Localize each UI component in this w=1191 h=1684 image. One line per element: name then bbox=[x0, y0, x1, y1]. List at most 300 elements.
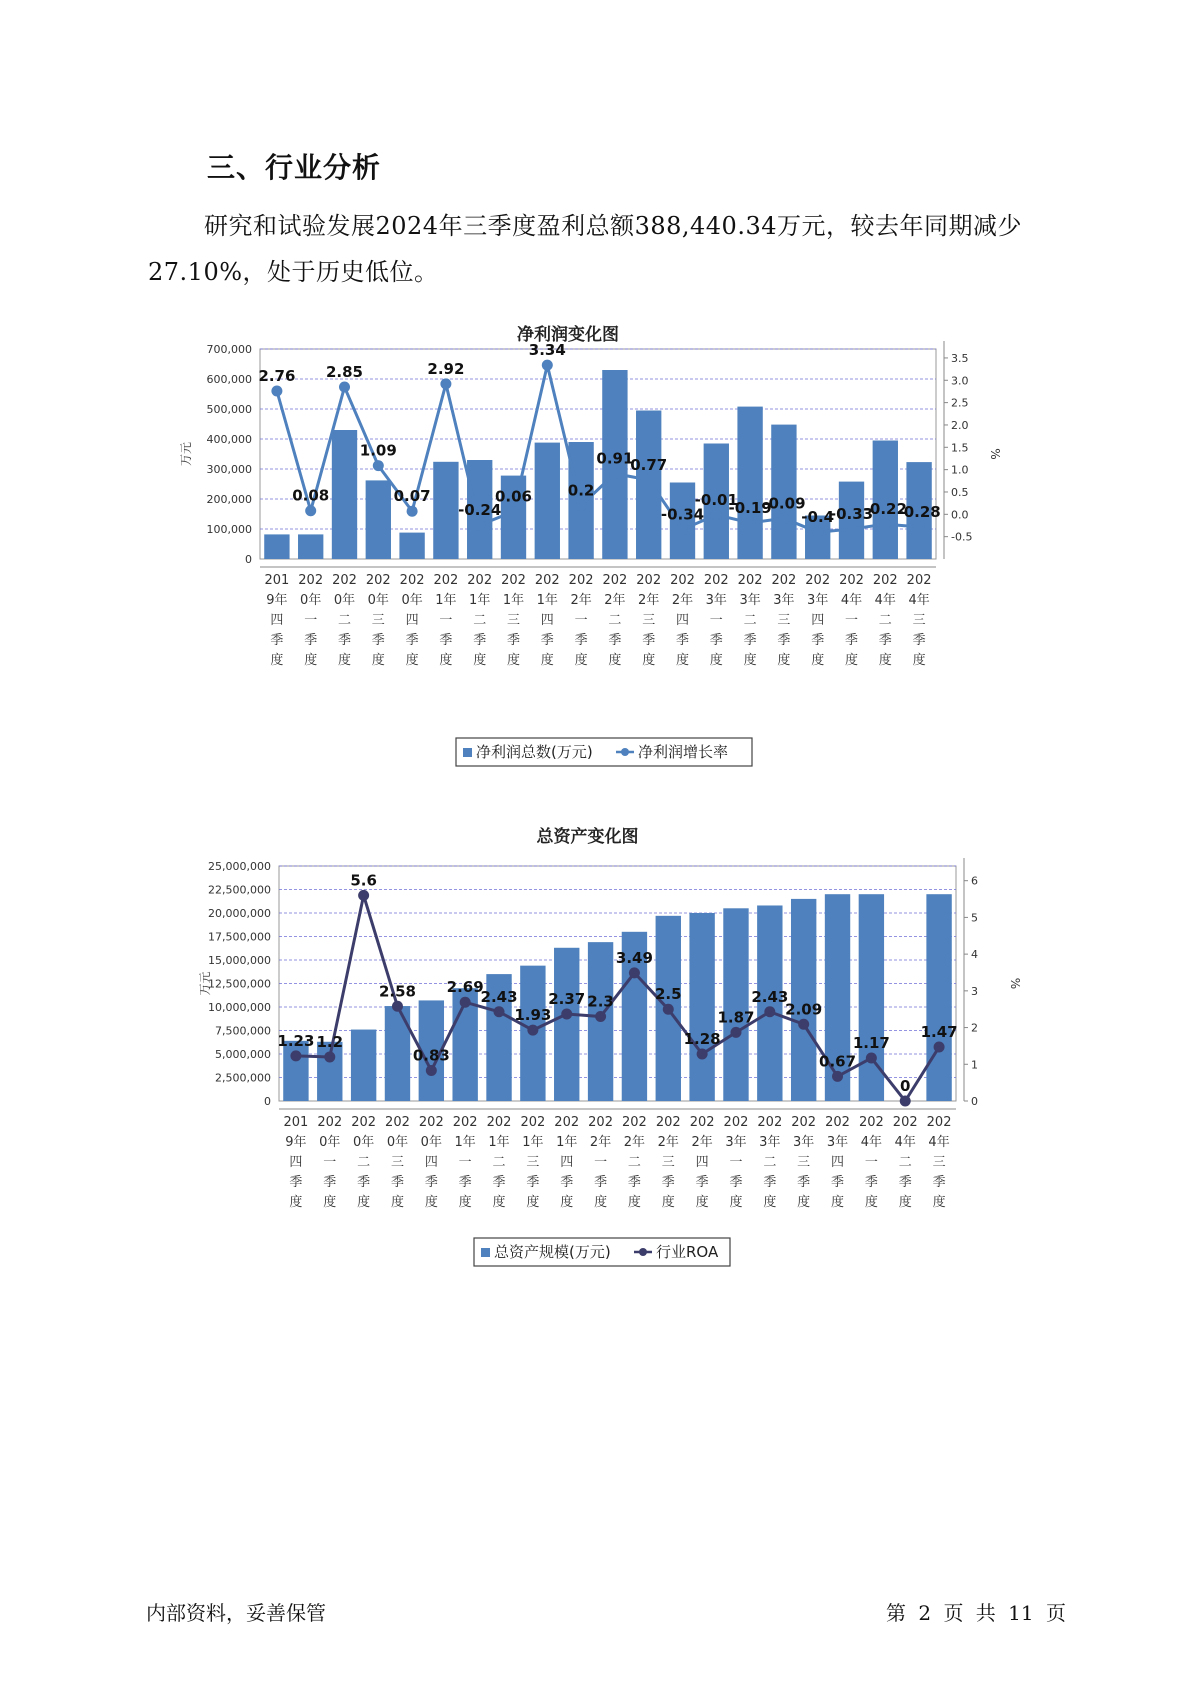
x-tick-label: 季 bbox=[390, 1175, 404, 1190]
x-tick-label: 度 bbox=[371, 653, 385, 668]
line-point bbox=[474, 520, 485, 531]
x-tick-label: 季 bbox=[763, 1175, 777, 1190]
x-tick-label: 度 bbox=[574, 653, 588, 668]
x-tick-label: 202 bbox=[805, 573, 831, 588]
x-tick-label: 202 bbox=[399, 573, 425, 588]
y-left-axis-title: 万元 bbox=[198, 971, 212, 996]
x-tick-label: 0年 bbox=[319, 1135, 341, 1150]
x-tick-label: 202 bbox=[892, 1115, 918, 1130]
x-tick-label: 202 bbox=[501, 573, 526, 588]
line-point bbox=[745, 517, 756, 528]
data-label: 1.23 bbox=[277, 1031, 315, 1050]
x-tick-label: 二 bbox=[878, 613, 892, 628]
x-tick-label: 1年 bbox=[488, 1135, 510, 1150]
x-tick-label: 1年 bbox=[469, 593, 491, 608]
line-point bbox=[324, 1051, 335, 1062]
x-tick-label: 四 bbox=[405, 613, 419, 628]
footer-page-number: 第 2 页 共 11 页 bbox=[886, 1601, 1066, 1625]
data-label: 1.87 bbox=[717, 1008, 755, 1027]
data-label: 3.49 bbox=[615, 948, 653, 967]
x-tick-label: 一 bbox=[729, 1155, 743, 1170]
x-tick-label: 季 bbox=[270, 633, 284, 648]
x-tick-label: 二 bbox=[357, 1155, 371, 1170]
x-tick-label: 季 bbox=[424, 1175, 438, 1190]
data-label: 0.07 bbox=[393, 487, 431, 506]
legend-bar-swatch bbox=[481, 1248, 490, 1257]
x-tick-label: 度 bbox=[270, 653, 284, 668]
data-label: 1.47 bbox=[920, 1023, 958, 1042]
x-tick-label: 202 bbox=[418, 1115, 444, 1130]
y-right-tick-label: 0.5 bbox=[951, 485, 969, 499]
y-right-tick-label: 5 bbox=[971, 911, 978, 925]
data-label: 2.69 bbox=[446, 978, 484, 997]
x-tick-label: 3年 bbox=[739, 593, 761, 608]
data-label: 2.43 bbox=[480, 987, 518, 1006]
x-tick-label: 201 bbox=[264, 573, 290, 588]
x-tick-label: 度 bbox=[357, 1195, 371, 1210]
data-label: 1.09 bbox=[359, 441, 397, 460]
x-tick-label: 2年 bbox=[657, 1135, 679, 1150]
x-tick-label: 季 bbox=[540, 633, 554, 648]
line-point bbox=[460, 997, 471, 1008]
x-tick-label: 3年 bbox=[773, 593, 795, 608]
x-tick-label: 202 bbox=[602, 573, 628, 588]
x-tick-label: 2年 bbox=[589, 1135, 612, 1150]
data-label: 1.28 bbox=[683, 1030, 721, 1048]
bar bbox=[535, 443, 560, 559]
x-tick-label: 三 bbox=[506, 613, 521, 628]
data-label: 1.2 bbox=[316, 1032, 344, 1051]
x-tick-label: 202 bbox=[467, 573, 493, 588]
x-tick-label: 四 bbox=[424, 1155, 438, 1170]
data-label: 0 bbox=[900, 1077, 911, 1095]
y-right-tick-label: 6 bbox=[971, 874, 978, 888]
y-right-tick-label: 2.5 bbox=[951, 396, 969, 410]
x-tick-label: 202 bbox=[689, 1115, 715, 1130]
data-label: -0.24 bbox=[458, 501, 502, 520]
x-tick-label: 202 bbox=[839, 573, 864, 588]
x-tick-label: 202 bbox=[636, 573, 662, 588]
x-tick-label: 三 bbox=[932, 1155, 946, 1170]
data-label: 2.92 bbox=[427, 359, 465, 378]
x-tick-label: 4年 bbox=[840, 593, 863, 608]
x-tick-label: 202 bbox=[723, 1115, 749, 1130]
line-point bbox=[290, 1050, 301, 1061]
x-tick-label: 季 bbox=[642, 633, 656, 648]
line-point bbox=[609, 468, 620, 479]
x-tick-label: 季 bbox=[458, 1175, 472, 1190]
x-tick-label: 三 bbox=[390, 1155, 404, 1170]
x-tick-label: 度 bbox=[492, 1195, 506, 1210]
data-label: 0.67 bbox=[819, 1052, 857, 1071]
x-tick-label: 度 bbox=[289, 1195, 303, 1210]
bar bbox=[366, 480, 391, 559]
x-tick-label: 202 bbox=[317, 1115, 343, 1130]
data-label: -0.09 bbox=[762, 494, 806, 513]
legend-bar-label: 总资产规模(万元) bbox=[494, 1243, 611, 1261]
x-tick-label: 202 bbox=[520, 1115, 546, 1130]
line-point bbox=[812, 527, 823, 538]
data-label: 2.43 bbox=[751, 987, 789, 1006]
x-tick-label: 2年 bbox=[623, 1135, 646, 1150]
x-tick-label: 季 bbox=[506, 633, 521, 648]
x-tick-label: 度 bbox=[439, 653, 453, 668]
x-tick-label: 一 bbox=[304, 613, 318, 628]
x-tick-label: 度 bbox=[695, 1195, 709, 1210]
x-tick-label: 季 bbox=[898, 1175, 912, 1190]
x-tick-label: 度 bbox=[390, 1195, 404, 1210]
line-point bbox=[697, 1049, 708, 1060]
x-tick-label: 202 bbox=[385, 1115, 410, 1130]
line-point bbox=[576, 500, 587, 511]
line-point bbox=[527, 1025, 538, 1036]
line-point bbox=[764, 1006, 775, 1017]
x-tick-label: 季 bbox=[709, 633, 723, 648]
line-point bbox=[846, 524, 857, 535]
x-tick-label: 度 bbox=[506, 653, 521, 668]
x-tick-label: 度 bbox=[458, 1195, 472, 1210]
line-point bbox=[494, 1006, 505, 1017]
x-tick-label: 二 bbox=[608, 613, 622, 628]
x-tick-label: 季 bbox=[526, 1175, 540, 1190]
x-tick-label: 202 bbox=[670, 573, 695, 588]
x-tick-label: 季 bbox=[608, 633, 622, 648]
data-label: 2.76 bbox=[258, 367, 296, 385]
line-point bbox=[677, 524, 688, 535]
x-tick-label: 度 bbox=[473, 653, 487, 668]
y-right-tick-label: 1.0 bbox=[951, 463, 969, 477]
x-tick-label: 度 bbox=[709, 653, 723, 668]
y-left-tick-label: 400,000 bbox=[206, 433, 252, 446]
x-tick-label: 0年 bbox=[367, 593, 389, 608]
data-label: 2.85 bbox=[325, 362, 364, 381]
line-point bbox=[914, 521, 925, 532]
data-label: -0.22 bbox=[863, 500, 907, 519]
data-label: 5.6 bbox=[350, 871, 377, 890]
x-tick-label: 度 bbox=[797, 1195, 811, 1210]
x-tick-label: 一 bbox=[458, 1155, 472, 1170]
y-left-tick-label: 700,000 bbox=[206, 343, 252, 356]
x-tick-label: 季 bbox=[357, 1175, 371, 1190]
x-tick-label: 季 bbox=[878, 633, 892, 648]
y-right-tick-label: 2 bbox=[971, 1021, 978, 1035]
chart-title: 净利润变化图 bbox=[517, 325, 619, 345]
x-tick-label: 四 bbox=[675, 613, 690, 628]
y-right-tick-label: 3.0 bbox=[951, 374, 969, 388]
y-left-tick-label: 12,500,000 bbox=[208, 977, 271, 991]
x-tick-label: 季 bbox=[864, 1175, 878, 1190]
y-left-tick-label: 17,500,000 bbox=[208, 930, 271, 944]
y-right-tick-label: 1 bbox=[971, 1058, 978, 1072]
x-tick-label: 度 bbox=[898, 1195, 912, 1210]
y-left-tick-label: 7,500,000 bbox=[215, 1024, 271, 1038]
x-tick-label: 0年 bbox=[352, 1135, 375, 1150]
x-tick-label: 202 bbox=[433, 573, 459, 588]
total-assets-chart-svg bbox=[0, 818, 1191, 1278]
legend-bar-label: 净利润总数(万元) bbox=[476, 743, 593, 761]
line-point bbox=[373, 460, 384, 471]
x-tick-label: 202 bbox=[737, 573, 763, 588]
x-tick-label: 度 bbox=[405, 653, 419, 668]
x-tick-label: 度 bbox=[864, 1195, 878, 1210]
x-tick-label: 三 bbox=[661, 1155, 675, 1170]
data-label: -0.4 bbox=[801, 508, 835, 527]
x-tick-label: 9年 bbox=[285, 1135, 307, 1150]
bar bbox=[351, 1030, 376, 1101]
line-point bbox=[934, 1042, 945, 1053]
data-label: -0.19 bbox=[728, 498, 772, 517]
x-tick-label: 2年 bbox=[604, 593, 626, 608]
y-left-tick-label: 200,000 bbox=[206, 493, 252, 506]
y-left-tick-label: 2,500,000 bbox=[215, 1071, 271, 1085]
bar bbox=[298, 534, 323, 559]
y-right-tick-label: -0.5 bbox=[951, 530, 973, 544]
x-tick-label: 三 bbox=[777, 613, 791, 628]
x-tick-label: 季 bbox=[811, 633, 825, 648]
x-tick-label: 季 bbox=[560, 1175, 574, 1190]
data-label: 0.83 bbox=[412, 1046, 450, 1065]
x-tick-label: 3年 bbox=[793, 1135, 815, 1150]
y-right-tick-label: 1.5 bbox=[951, 441, 969, 455]
x-tick-label: 度 bbox=[642, 653, 656, 668]
x-tick-label: 一 bbox=[594, 1155, 608, 1170]
legend-line-marker bbox=[639, 1248, 647, 1256]
x-tick-label: 四 bbox=[289, 1155, 303, 1170]
y-left-tick-label: 10,000,000 bbox=[208, 1001, 271, 1014]
x-tick-label: 季 bbox=[661, 1175, 675, 1190]
x-tick-label: 202 bbox=[906, 573, 932, 588]
x-tick-label: 202 bbox=[757, 1115, 783, 1130]
data-label: 0.08 bbox=[292, 486, 330, 505]
x-tick-label: 202 bbox=[588, 1115, 613, 1130]
net-profit-chart bbox=[0, 315, 1191, 780]
x-tick-label: 二 bbox=[473, 613, 487, 628]
x-tick-label: 季 bbox=[844, 633, 859, 648]
x-tick-label: 季 bbox=[337, 633, 352, 648]
x-tick-label: 4年 bbox=[894, 1135, 916, 1150]
x-tick-label: 1年 bbox=[502, 593, 525, 608]
x-tick-label: 四 bbox=[695, 1155, 709, 1170]
x-tick-label: 202 bbox=[825, 1115, 850, 1130]
x-tick-label: 季 bbox=[289, 1175, 303, 1190]
x-tick-label: 3年 bbox=[826, 1135, 849, 1150]
x-tick-label: 2年 bbox=[671, 593, 694, 608]
x-tick-label: 季 bbox=[492, 1175, 506, 1190]
x-tick-label: 季 bbox=[594, 1175, 608, 1190]
x-tick-label: 三 bbox=[642, 613, 656, 628]
x-tick-label: 0年 bbox=[420, 1135, 442, 1150]
x-tick-label: 季 bbox=[371, 633, 385, 648]
x-tick-label: 季 bbox=[439, 633, 453, 648]
x-tick-label: 4年 bbox=[908, 593, 930, 608]
legend-line-label: 净利润增长率 bbox=[638, 743, 729, 761]
x-tick-label: 一 bbox=[864, 1155, 878, 1170]
line-point bbox=[866, 1053, 877, 1064]
x-tick-label: 2年 bbox=[691, 1135, 713, 1150]
net-profit-chart-svg bbox=[0, 315, 1191, 780]
line-point bbox=[643, 474, 654, 485]
line-point bbox=[900, 1096, 911, 1107]
x-tick-label: 202 bbox=[298, 573, 324, 588]
line-point bbox=[305, 505, 316, 516]
x-tick-label: 季 bbox=[675, 633, 690, 648]
x-tick-label: 4年 bbox=[874, 593, 896, 608]
data-label: 2.37 bbox=[548, 989, 586, 1008]
line-point bbox=[561, 1008, 572, 1019]
x-tick-label: 季 bbox=[695, 1175, 709, 1190]
data-label: 1.93 bbox=[514, 1006, 552, 1025]
x-tick-label: 二 bbox=[337, 613, 352, 628]
y-right-tick-label: 2.0 bbox=[951, 418, 969, 432]
x-tick-label: 度 bbox=[304, 653, 318, 668]
line-point bbox=[339, 381, 350, 392]
x-tick-label: 度 bbox=[526, 1195, 540, 1210]
x-tick-label: 度 bbox=[424, 1195, 438, 1210]
x-tick-label: 度 bbox=[540, 653, 554, 668]
y-right-tick-label: 3.5 bbox=[951, 351, 969, 365]
x-tick-label: 4年 bbox=[928, 1135, 950, 1150]
x-tick-label: 3年 bbox=[807, 593, 829, 608]
x-tick-label: 1年 bbox=[454, 1135, 476, 1150]
y-right-axis-title: % bbox=[988, 448, 1002, 460]
bar bbox=[554, 948, 579, 1101]
x-tick-label: 202 bbox=[365, 573, 391, 588]
x-tick-label: 1年 bbox=[522, 1135, 544, 1150]
x-tick-label: 202 bbox=[858, 1115, 884, 1130]
line-point bbox=[711, 509, 722, 520]
line-point bbox=[358, 890, 369, 901]
x-tick-label: 0年 bbox=[386, 1135, 409, 1150]
x-tick-label: 1年 bbox=[435, 593, 457, 608]
x-tick-label: 202 bbox=[534, 573, 560, 588]
line-point bbox=[595, 1011, 606, 1022]
x-tick-label: 202 bbox=[771, 573, 797, 588]
x-tick-label: 度 bbox=[811, 653, 825, 668]
x-tick-label: 度 bbox=[594, 1195, 608, 1210]
bar bbox=[689, 913, 714, 1101]
total-assets-chart bbox=[0, 818, 1191, 1278]
x-tick-label: 四 bbox=[270, 613, 284, 628]
x-tick-label: 201 bbox=[283, 1115, 309, 1130]
x-tick-label: 度 bbox=[831, 1195, 845, 1210]
x-tick-label: 0年 bbox=[401, 593, 423, 608]
x-tick-label: 2年 bbox=[638, 593, 660, 608]
x-tick-label: 季 bbox=[831, 1175, 845, 1190]
data-label: 0.91 bbox=[596, 449, 634, 468]
x-tick-label: 度 bbox=[337, 653, 352, 668]
x-tick-label: 202 bbox=[568, 573, 594, 588]
x-tick-label: 度 bbox=[627, 1195, 641, 1210]
section-paragraph: 研究和试验发展2024年三季度盈利总额388,440.34万元，较去年同期减少27.10%，处于历史低位。 bbox=[148, 212, 1022, 286]
bar bbox=[332, 430, 357, 559]
y-left-tick-label: 22,500,000 bbox=[208, 883, 271, 897]
data-label: 2.3 bbox=[587, 992, 614, 1011]
data-label: -0.28 bbox=[897, 502, 941, 521]
x-tick-label: 202 bbox=[791, 1115, 817, 1130]
x-tick-label: 度 bbox=[743, 653, 757, 668]
line-point bbox=[663, 1004, 674, 1015]
x-tick-label: 季 bbox=[777, 633, 791, 648]
x-tick-label: 季 bbox=[912, 633, 926, 648]
y-right-tick-label: 0 bbox=[971, 1095, 978, 1108]
legend-line-marker bbox=[621, 748, 629, 756]
x-tick-label: 202 bbox=[351, 1115, 377, 1130]
line-point bbox=[407, 506, 418, 517]
bar bbox=[264, 534, 289, 559]
bar bbox=[433, 462, 458, 559]
x-tick-label: 202 bbox=[452, 1115, 478, 1130]
bar bbox=[283, 1041, 308, 1101]
bar bbox=[723, 908, 748, 1101]
data-label: -0.34 bbox=[660, 505, 705, 524]
x-tick-label: 202 bbox=[332, 573, 357, 588]
x-tick-label: 9年 bbox=[266, 593, 288, 608]
data-label: 0.2 bbox=[567, 481, 595, 500]
x-tick-label: 度 bbox=[777, 653, 791, 668]
x-tick-label: 度 bbox=[763, 1195, 777, 1210]
line-point bbox=[542, 360, 553, 371]
line-point bbox=[832, 1071, 843, 1082]
y-left-tick-label: 0 bbox=[245, 553, 252, 566]
y-left-tick-label: 5,000,000 bbox=[215, 1048, 271, 1061]
x-tick-label: 季 bbox=[743, 633, 757, 648]
line-point bbox=[271, 386, 282, 397]
bar bbox=[399, 533, 424, 559]
legend-bar-swatch bbox=[463, 748, 472, 757]
x-tick-label: 3年 bbox=[725, 1135, 747, 1150]
data-label: 2.58 bbox=[378, 982, 416, 1001]
x-tick-label: 度 bbox=[878, 653, 892, 668]
x-tick-label: 四 bbox=[540, 613, 554, 628]
data-label: 0.77 bbox=[630, 455, 668, 474]
x-tick-label: 三 bbox=[797, 1155, 811, 1170]
x-tick-label: 二 bbox=[627, 1155, 641, 1170]
data-label: 0.06 bbox=[494, 487, 533, 506]
x-tick-label: 季 bbox=[932, 1175, 946, 1190]
x-tick-label: 0年 bbox=[333, 593, 356, 608]
bar bbox=[926, 894, 951, 1101]
x-tick-label: 202 bbox=[703, 573, 729, 588]
x-tick-label: 202 bbox=[554, 1115, 580, 1130]
line-point bbox=[730, 1027, 741, 1038]
line-point bbox=[392, 1001, 403, 1012]
x-tick-label: 二 bbox=[492, 1155, 506, 1170]
x-tick-label: 度 bbox=[729, 1195, 743, 1210]
x-tick-label: 一 bbox=[709, 613, 723, 628]
x-tick-label: 202 bbox=[926, 1115, 952, 1130]
section-heading: 三、行业分析 bbox=[207, 151, 382, 184]
y-right-tick-label: 4 bbox=[971, 948, 978, 962]
data-label: 2.09 bbox=[785, 1000, 823, 1019]
chart-title: 总资产变化图 bbox=[536, 827, 639, 847]
y-left-tick-label: 20,000,000 bbox=[208, 907, 271, 920]
y-right-axis-title: % bbox=[1008, 977, 1022, 990]
data-label: 1.17 bbox=[852, 1034, 890, 1053]
x-tick-label: 二 bbox=[743, 613, 757, 628]
x-tick-label: 季 bbox=[627, 1175, 641, 1190]
line-point bbox=[440, 378, 451, 389]
x-tick-label: 202 bbox=[872, 573, 898, 588]
x-tick-label: 202 bbox=[486, 1115, 512, 1130]
x-tick-label: 一 bbox=[323, 1155, 337, 1170]
data-label: -0.01 bbox=[694, 490, 738, 509]
bar bbox=[771, 425, 796, 559]
x-tick-label: 季 bbox=[323, 1175, 337, 1190]
x-tick-label: 2年 bbox=[570, 593, 592, 608]
x-tick-label: 季 bbox=[729, 1175, 743, 1190]
x-tick-label: 四 bbox=[811, 613, 825, 628]
y-left-tick-label: 25,000,000 bbox=[208, 860, 271, 873]
